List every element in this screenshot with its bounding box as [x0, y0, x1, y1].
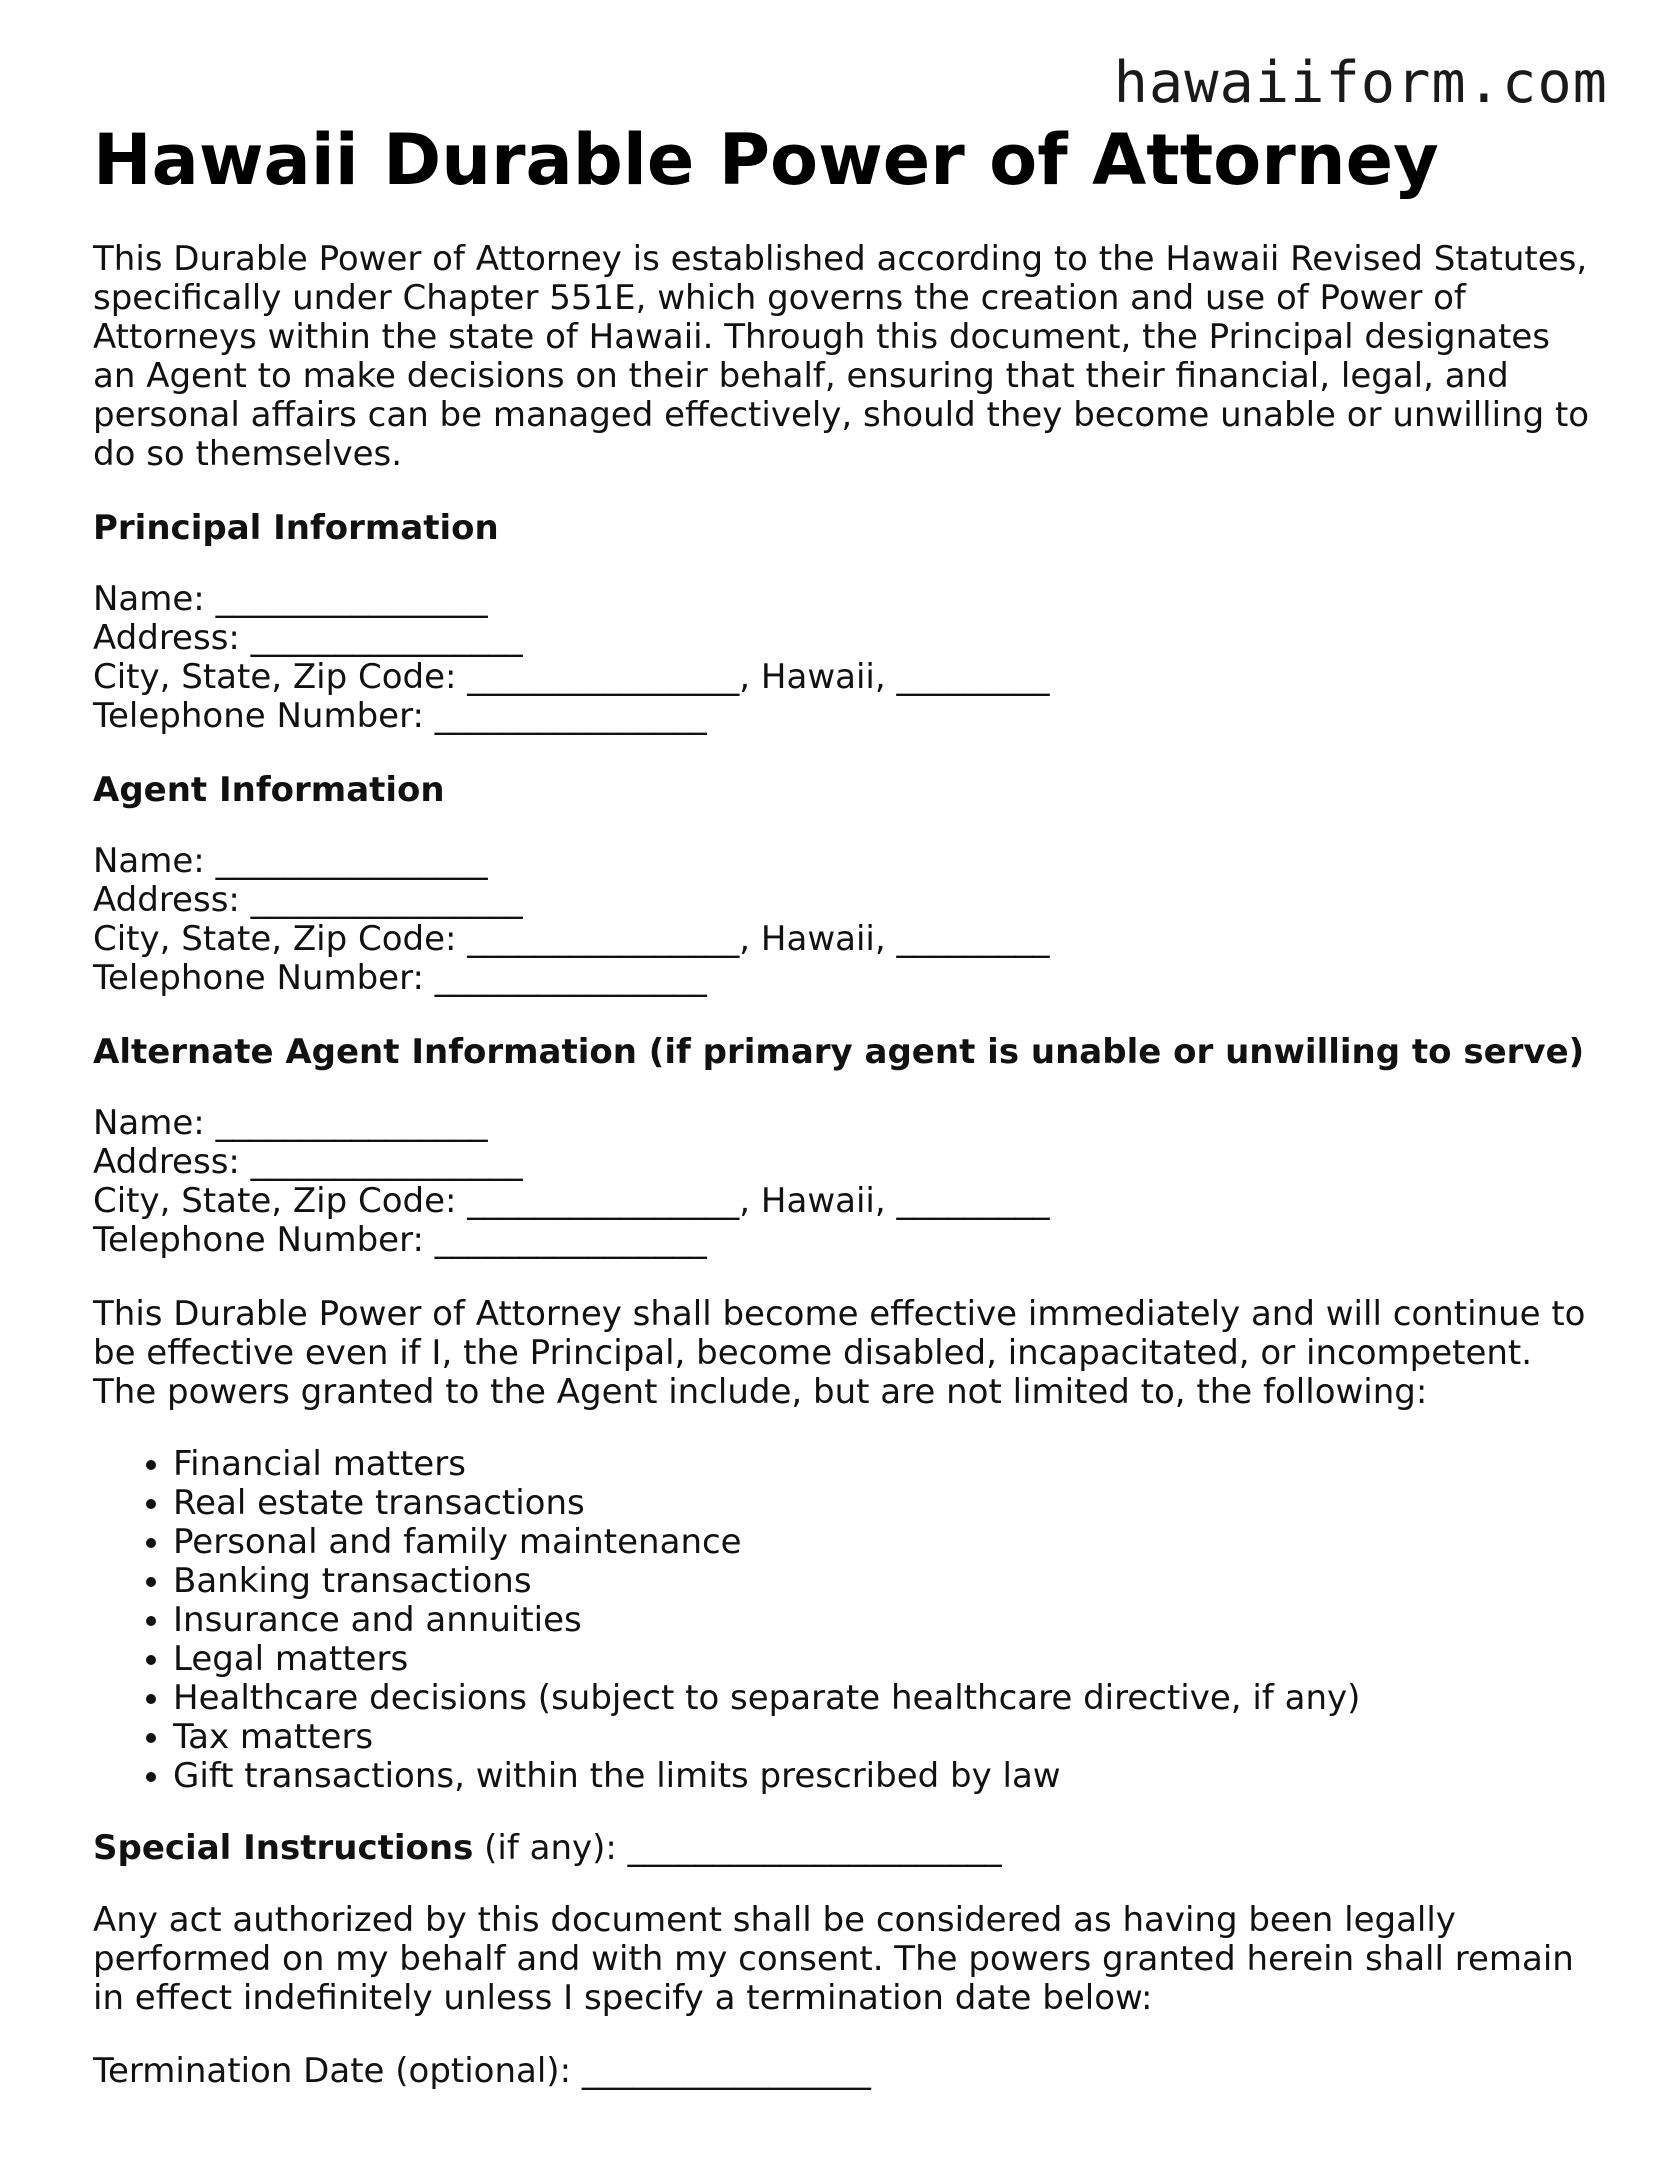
alternate-name-field[interactable]: Name: ________________ — [93, 1103, 488, 1143]
powers-list — [93, 1445, 1593, 1796]
list-item: • Personal and family maintenance — [173, 1523, 1593, 1562]
special-instructions-label: Special Instructions — [93, 1828, 474, 1868]
alternate-agent-heading: Alternate Agent Information (if primary agent is unable or unwilling to serve) — [93, 1032, 1585, 1072]
list-item: • Tax matters — [173, 1718, 1593, 1757]
agent-address-field[interactable]: Address: ________________ — [93, 880, 523, 920]
list-item: • Real estate transactions — [173, 1484, 1593, 1523]
list-item: • Gift transactions, within the limits prescribed by law — [173, 1757, 1593, 1796]
agent-phone-field[interactable]: Telephone Number: ________________ — [93, 958, 707, 998]
principal-heading: Principal Information — [93, 508, 499, 548]
principal-fields — [93, 580, 1593, 736]
list-item: • Healthcare decisions (subject to separate healthcare directive, if any) — [173, 1679, 1593, 1718]
agent-heading: Agent Information — [93, 770, 445, 810]
list-item: • Financial matters — [173, 1445, 1593, 1484]
termination-date-field[interactable]: Termination Date (optional): _________________ — [93, 2051, 871, 2091]
alternate-address-field[interactable]: Address: ________________ — [93, 1142, 523, 1182]
special-instructions-field[interactable] — [93, 1829, 1593, 1868]
site-watermark: hawaiiform.com — [1113, 50, 1608, 116]
authorization-paragraph: Any act authorized by this document shall be considered as having been legally performed on my behalf and with my consent. The powers granted herein shall remain in effect indefinitely unless I specify a termination date below: — [93, 1900, 1574, 2018]
alternate-phone-field[interactable]: Telephone Number: ________________ — [93, 1220, 707, 1260]
document-title: Hawaii Durable Power of Attorney — [93, 119, 1439, 201]
agent-name-field[interactable]: Name: ________________ — [93, 841, 488, 881]
principal-phone-field[interactable]: Telephone Number: ________________ — [93, 696, 707, 736]
special-instructions-blank: (if any): ______________________ — [473, 1828, 1002, 1868]
document-body — [93, 118, 1593, 2091]
agent-city-field[interactable]: City, State, Zip Code: ________________, Hawaii, _________ — [93, 919, 1050, 959]
principal-address-field[interactable]: Address: ________________ — [93, 618, 523, 658]
list-item: • Legal matters — [173, 1640, 1593, 1679]
intro-paragraph: This Durable Power of Attorney is established according to the Hawaii Revised Statutes, specifically under Chapter 551E, which governs the creation and use of Power of Attorneys within the state of Hawaii. Through this document, the Principal designates an Agent to make decisions on their behalf, ensuring that their financial, legal, and personal affairs can be managed effectively, should they become unable or unwilling to do so themselves. — [93, 239, 1590, 474]
agent-fields — [93, 842, 1593, 998]
principal-city-field[interactable]: City, State, Zip Code: ________________, Hawaii, _________ — [93, 657, 1050, 697]
effective-paragraph: This Durable Power of Attorney shall become effective immediately and will continue to be effective even if I, the Principal, become disabled, incapacitated, or incompetent. The powers granted to the Agent include, but are not limited to, the following: — [93, 1294, 1586, 1412]
list-item: • Banking transactions — [173, 1562, 1593, 1601]
list-item: • Insurance and annuities — [173, 1601, 1593, 1640]
alternate-city-field[interactable]: City, State, Zip Code: ________________, Hawaii, _________ — [93, 1181, 1050, 1221]
alternate-agent-fields — [93, 1104, 1593, 1260]
principal-name-field[interactable]: Name: ________________ — [93, 579, 488, 619]
